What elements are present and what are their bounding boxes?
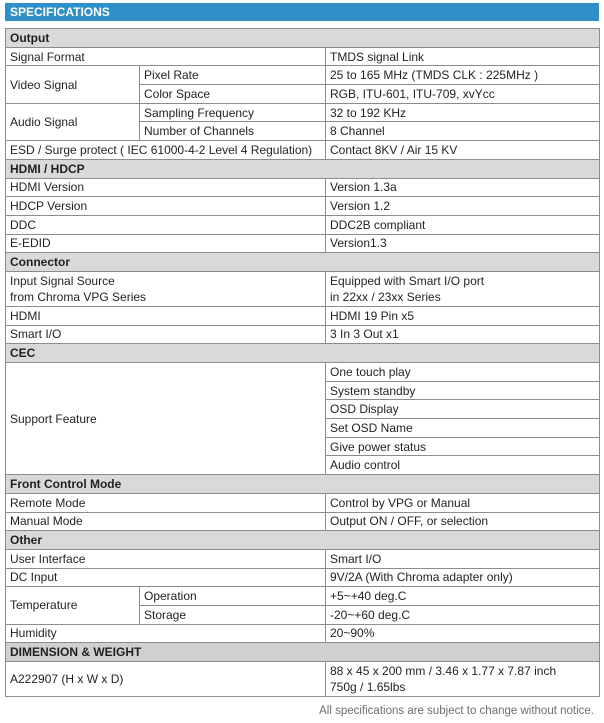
spec-label: HDMI [6,306,326,325]
weight-value: 750g / 1.65lbs [330,680,406,694]
table-row [6,325,600,344]
spec-label: Video Signal [6,66,140,103]
disclaimer-note: All specifications are subject to change without notice. [319,705,594,717]
section-title: CEC [6,344,600,363]
spec-value: Version1.3 [326,234,600,253]
spec-value: Contact 8KV / Air 15 KV [326,141,600,160]
spec-label: Remote Mode [6,493,326,512]
spec-label: Signal Format [6,47,326,66]
section-header-output [6,29,600,48]
section-header-connector [6,253,600,272]
spec-label: Support Feature [6,363,326,475]
table-row [6,215,600,234]
spec-value: Give power status [326,437,600,456]
spec-value: 9V/2A (With Chroma adapter only) [326,568,600,587]
spec-value: 32 to 192 KHz [326,103,600,122]
spec-label: ESD / Surge protect ( IEC 61000-4-2 Level 4 Regulation) [6,141,326,160]
section-title: Other [6,531,600,550]
spec-label: E-EDID [6,234,326,253]
spec-sublabel: Storage [140,605,326,624]
section-title: Connector [6,253,600,272]
section-header-dimension [6,643,600,662]
table-row [6,197,600,216]
table-row [6,66,600,85]
table-row [6,624,600,643]
section-header-front-control [6,475,600,494]
specifications-table [5,28,600,697]
section-title: HDMI / HDCP [6,159,600,178]
spec-value: Smart I/O [326,549,600,568]
spec-value-line: Equipped with Smart I/O port [330,273,485,288]
dimension-value: 88 x 45 x 200 mm / 3.46 x 1.77 x 7.87 inch [330,664,557,678]
spec-label: Audio Signal [6,103,140,140]
spec-sublabel: Operation [140,587,326,606]
spec-value: Output ON / OFF, or selection [326,512,600,531]
spec-label: Smart I/O [6,325,326,344]
spec-sublabel: Color Space [140,85,326,104]
table-row [6,512,600,531]
section-title: Front Control Mode [6,475,600,494]
spec-label-line: from Chroma VPG Series [10,289,147,304]
spec-value: RGB, ITU-601, ITU-709, xvYcc [326,85,600,104]
spec-value: 20~90% [326,624,600,643]
spec-value: 25 to 165 MHz (TMDS CLK : 225MHz ) [326,66,600,85]
spec-value: -20~+60 deg.C [326,605,600,624]
spec-label: DDC [6,215,326,234]
specifications-banner: SPECIFICATIONS [5,3,599,21]
table-row [6,363,600,382]
spec-value: 3 In 3 Out x1 [326,325,600,344]
table-row [6,103,600,122]
table-row [6,141,600,160]
section-header-cec [6,344,600,363]
spec-sublabel: Pixel Rate [140,66,326,85]
table-row [6,662,600,697]
table-row [6,234,600,253]
spec-label: DC Input [6,568,326,587]
spec-value: TMDS signal Link [326,47,600,66]
spec-value-line: in 22xx / 23xx Series [330,289,441,304]
table-row [6,549,600,568]
spec-value: +5~+40 deg.C [326,587,600,606]
spec-value: HDMI 19 Pin x5 [326,306,600,325]
section-header-other [6,531,600,550]
section-title: Output [6,29,600,48]
spec-label: A222907 (H x W x D) [6,662,326,697]
spec-label-line: Input Signal Source [10,273,115,288]
spec-sublabel: Sampling Frequency [140,103,326,122]
spec-value [326,271,600,306]
spec-sublabel: Number of Channels [140,122,326,141]
spec-value: Version 1.3a [326,178,600,197]
spec-label: Temperature [6,587,140,624]
table-row [6,493,600,512]
spec-label [6,271,326,306]
spec-label: Manual Mode [6,512,326,531]
section-header-hdmi [6,159,600,178]
spec-value: System standby [326,381,600,400]
spec-value: 8 Channel [326,122,600,141]
table-row [6,178,600,197]
table-row [6,306,600,325]
spec-label: Humidity [6,624,326,643]
spec-value: Control by VPG or Manual [326,493,600,512]
spec-value: Version 1.2 [326,197,600,216]
table-row [6,271,600,306]
spec-value: DDC2B compliant [326,215,600,234]
section-title: DIMENSION & WEIGHT [6,643,600,662]
table-row [6,47,600,66]
spec-value: One touch play [326,363,600,382]
spec-value [326,662,600,697]
table-row [6,587,600,606]
spec-label: User Interface [6,549,326,568]
table-row [6,568,600,587]
spec-label: HDMI Version [6,178,326,197]
spec-value: Set OSD Name [326,419,600,438]
spec-label: HDCP Version [6,197,326,216]
spec-value: Audio control [326,456,600,475]
spec-value: OSD Display [326,400,600,419]
